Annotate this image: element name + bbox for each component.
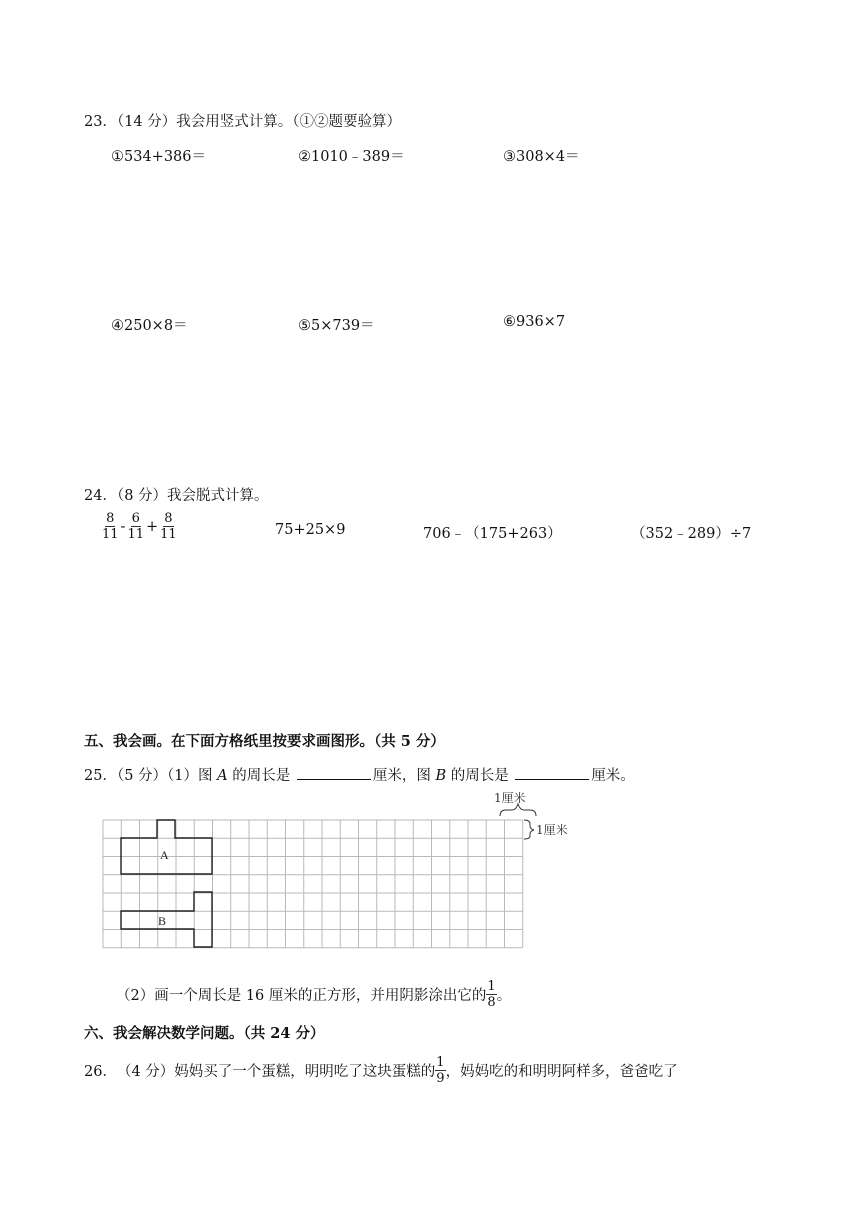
- brace-right-icon: [524, 820, 534, 839]
- section-5-title: 五、我会画。在下面方格纸里按要求画图形。（共 5 分）: [84, 733, 445, 750]
- q26-number: 26．: [84, 1064, 117, 1080]
- q25-text: 的周长是: [450, 768, 509, 784]
- section-6-title: 六、我会解决数学问题。（共 24 分）: [84, 1025, 325, 1042]
- q23-item-4: ④250×8＝: [111, 318, 188, 334]
- q23-item-1: ①534+386＝: [111, 149, 207, 165]
- figure-b-var: B: [435, 768, 447, 784]
- answer-blank-a[interactable]: [297, 765, 371, 780]
- q26-line: [84, 1056, 678, 1085]
- fraction-8-11-a: $\frac{8}{11}$: [102, 511, 119, 542]
- answer-blank-b[interactable]: [515, 765, 589, 780]
- q25-number: 25．: [84, 768, 117, 784]
- minus-operator: -: [120, 518, 126, 535]
- q25-part2-end: 。: [496, 988, 512, 1004]
- q24-item-4: （352﹣289）÷7: [631, 526, 752, 542]
- q23-item-6: ⑥936×7: [503, 314, 566, 330]
- q23-item-5: ⑤5×739＝: [298, 318, 375, 334]
- shape-a: [121, 820, 212, 874]
- shape-b: [121, 892, 212, 947]
- q23-header: （14 分）我会用竖式计算。（①②题要验算）: [116, 114, 402, 130]
- grid-unit-right: 1厘米: [536, 823, 568, 837]
- q24-item-3: 706﹣（175+263）: [423, 526, 562, 542]
- q23-number: 23．: [84, 114, 117, 130]
- q25-text: 厘米。: [591, 768, 635, 784]
- q25-text: 的周长是: [232, 768, 291, 784]
- q23-item-2: ②1010﹣389＝: [298, 149, 405, 165]
- grid-unit-top: 1厘米: [494, 791, 526, 805]
- grid-figure: [100, 788, 578, 968]
- q26-text-a: （4 分）妈妈买了一个蛋糕，明明吃了这块蛋糕的: [116, 1064, 436, 1080]
- fraction-6-11: $\frac{6}{11}$: [127, 511, 144, 542]
- q23-line: [84, 110, 401, 131]
- q24-line: [84, 484, 269, 505]
- q23-item-3: ③308×4＝: [503, 149, 580, 165]
- q25-part2: [116, 980, 511, 1009]
- fraction-1-8: $\frac{1}{8}$: [487, 979, 496, 1010]
- fraction-8-11-b: $\frac{8}{11}$: [160, 511, 177, 542]
- brace-top-icon: [500, 804, 536, 816]
- plus-operator: +: [146, 518, 159, 535]
- grid-label-a: A: [160, 848, 169, 862]
- q24-fraction-expression: [102, 512, 177, 541]
- q25-line: [84, 764, 635, 785]
- q25-text: （5 分）（1）图: [116, 768, 213, 784]
- figure-a-var: A: [217, 768, 228, 784]
- q24-number: 24．: [84, 488, 117, 504]
- q25-part2-text: （2）画一个周长是 16 厘米的正方形，并用阴影涂出它的: [116, 988, 487, 1004]
- fraction-1-9: $\frac{1}{9}$: [436, 1055, 445, 1086]
- q24-header: （8 分）我会脱式计算。: [116, 488, 269, 504]
- q24-item-2: 75+25×9: [275, 522, 346, 538]
- q26-text-b: ，妈妈吃的和明明阿样多，爸爸吃了: [445, 1064, 678, 1080]
- q25-text: 厘米，图: [372, 768, 431, 784]
- grid-paper[interactable]: [100, 788, 578, 968]
- grid-label-b: B: [158, 914, 167, 928]
